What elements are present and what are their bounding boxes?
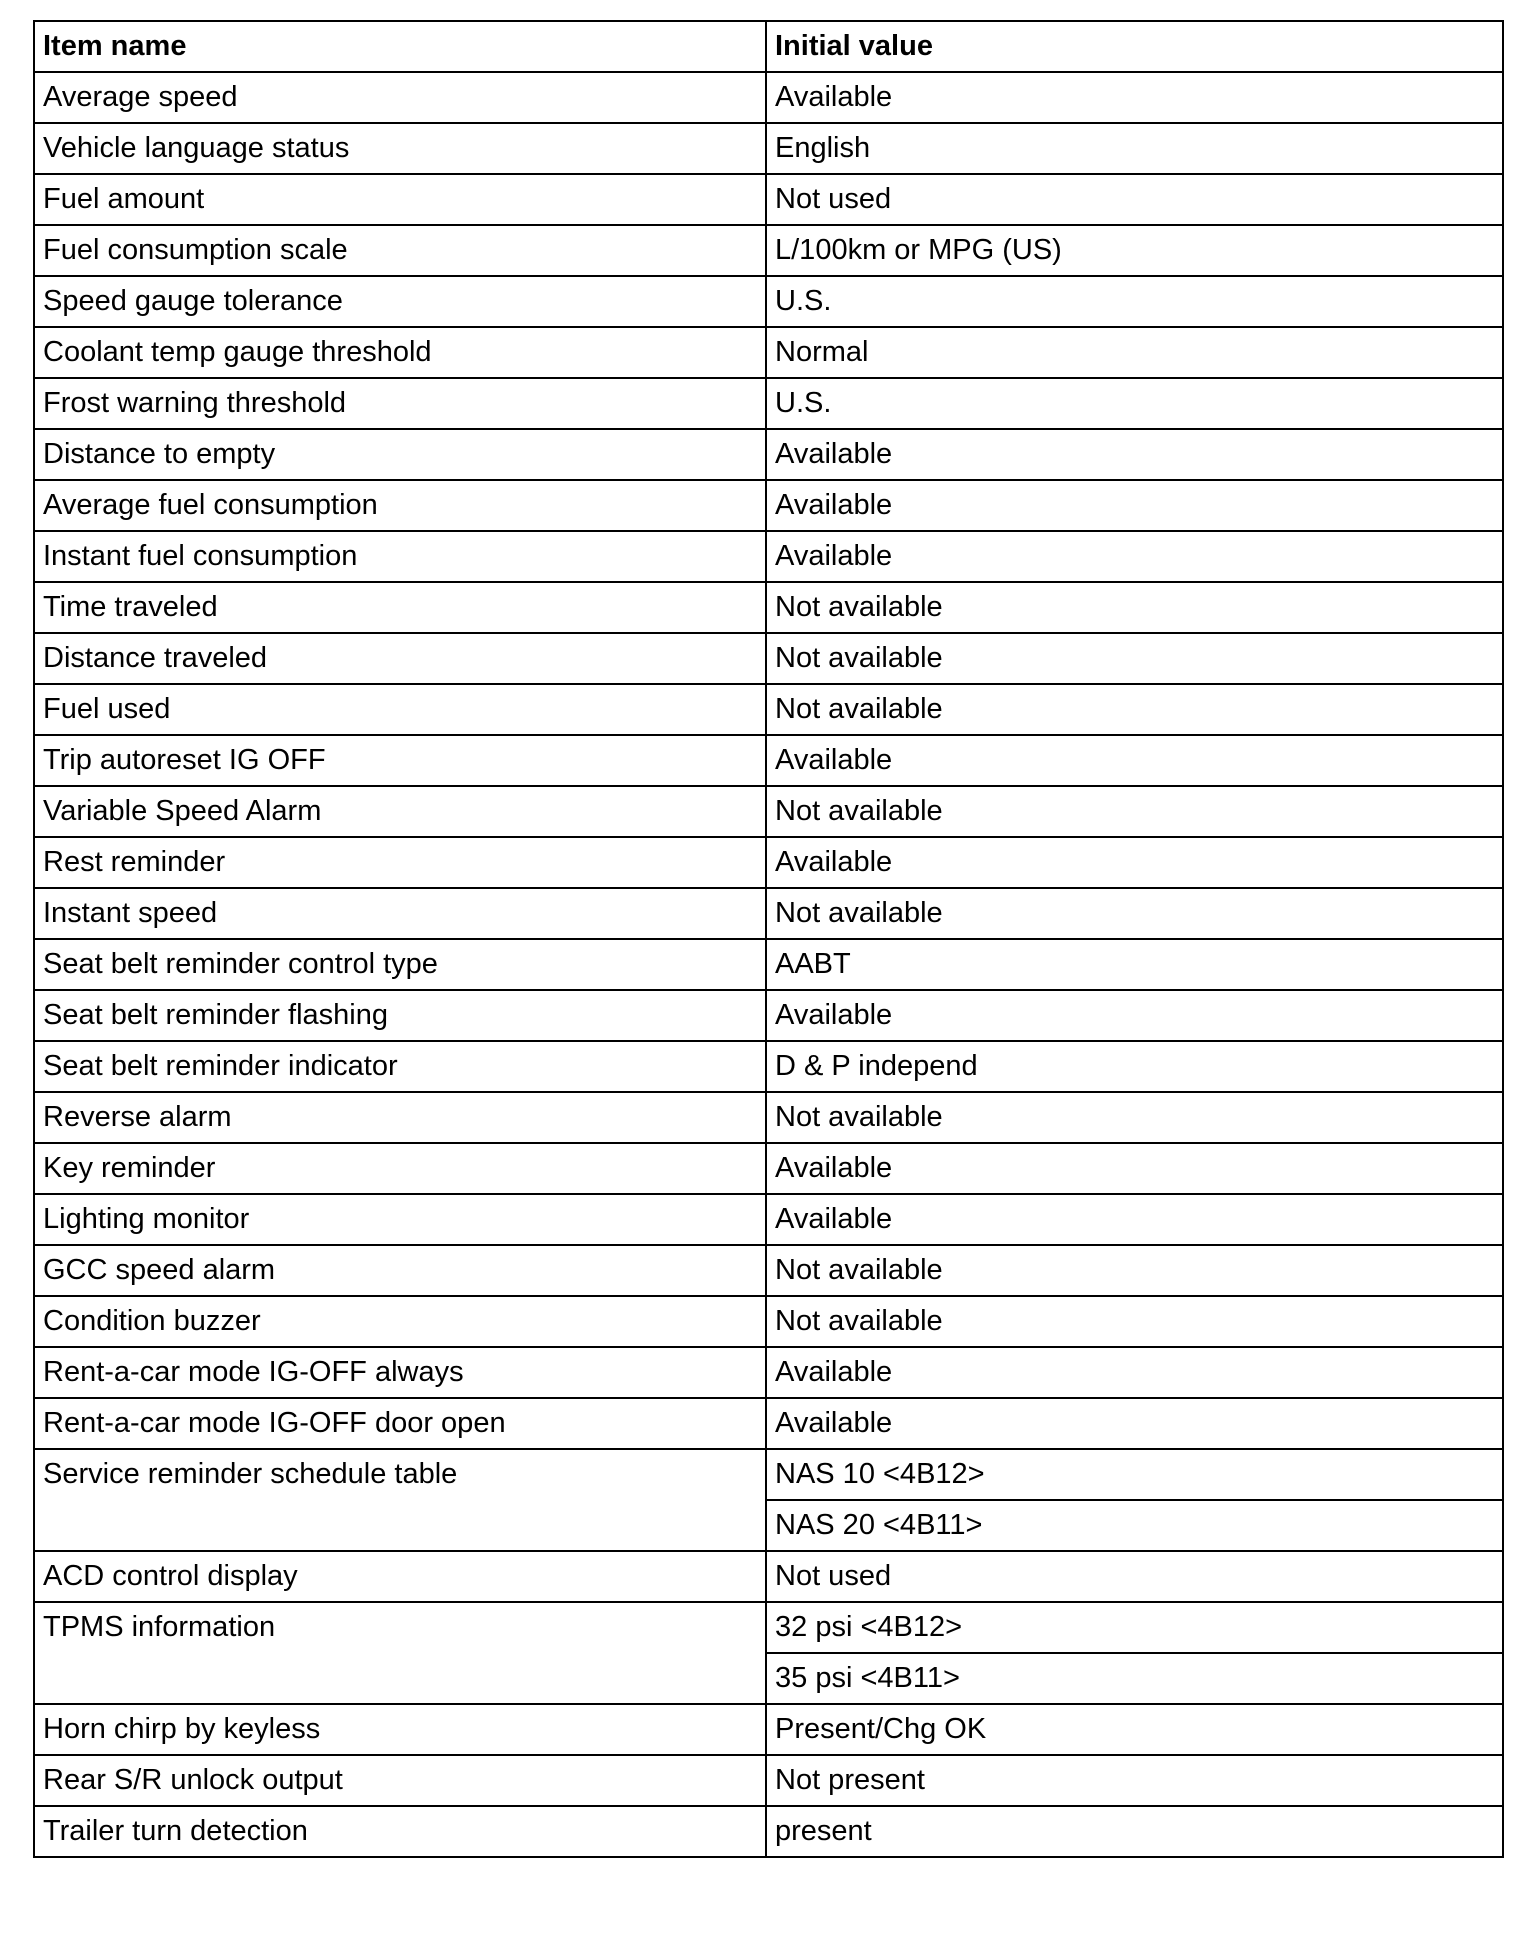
item-name-cell: Horn chirp by keyless: [34, 1704, 766, 1755]
item-name-cell: Time traveled: [34, 582, 766, 633]
header-item-name: Item name: [34, 21, 766, 72]
initial-value-cell: Not available: [766, 684, 1503, 735]
table-row: [34, 939, 1503, 990]
item-name-cell: Rest reminder: [34, 837, 766, 888]
initial-value-cell: Available: [766, 990, 1503, 1041]
table-row: [34, 1806, 1503, 1857]
item-name-cell: Trip autoreset IG OFF: [34, 735, 766, 786]
table-row: [34, 1245, 1503, 1296]
table-row: [34, 123, 1503, 174]
item-name-cell: Seat belt reminder indicator: [34, 1041, 766, 1092]
table-row: [34, 786, 1503, 837]
item-name-cell: Fuel amount: [34, 174, 766, 225]
initial-value-cell: Available: [766, 1398, 1503, 1449]
item-name-cell: Coolant temp gauge threshold: [34, 327, 766, 378]
item-name-cell: Rear S/R unlock output: [34, 1755, 766, 1806]
table-row: [34, 1296, 1503, 1347]
item-name-cell: Seat belt reminder control type: [34, 939, 766, 990]
initial-value-cell: Not available: [766, 786, 1503, 837]
table-row: [34, 582, 1503, 633]
item-name-cell: Fuel consumption scale: [34, 225, 766, 276]
item-name-cell: Average speed: [34, 72, 766, 123]
table-row: [34, 429, 1503, 480]
item-name-cell: Speed gauge tolerance: [34, 276, 766, 327]
table-row: [34, 684, 1503, 735]
initial-value-cell: Not used: [766, 174, 1503, 225]
initial-value-cell: 35 psi <4B11>: [766, 1653, 1503, 1704]
item-name-cell: Frost warning threshold: [34, 378, 766, 429]
table-body: [34, 72, 1503, 1857]
header-row: [34, 21, 1503, 72]
item-name-cell: Seat belt reminder flashing: [34, 990, 766, 1041]
item-name-cell: TPMS information: [34, 1602, 766, 1704]
table-row: [34, 1347, 1503, 1398]
table-row: [34, 378, 1503, 429]
item-name-cell: GCC speed alarm: [34, 1245, 766, 1296]
table-row: [34, 837, 1503, 888]
initial-value-cell: Available: [766, 1347, 1503, 1398]
item-name-cell: ACD control display: [34, 1551, 766, 1602]
item-name-cell: Instant speed: [34, 888, 766, 939]
initial-value-cell: Not available: [766, 1092, 1503, 1143]
item-name-cell: Trailer turn detection: [34, 1806, 766, 1857]
item-name-cell: Average fuel consumption: [34, 480, 766, 531]
initial-value-cell: Available: [766, 480, 1503, 531]
initial-value-cell: Not available: [766, 888, 1503, 939]
initial-value-cell: L/100km or MPG (US): [766, 225, 1503, 276]
table-row: [34, 72, 1503, 123]
table-row: [34, 1398, 1503, 1449]
initial-value-cell: Available: [766, 429, 1503, 480]
initial-value-cell: Available: [766, 1143, 1503, 1194]
table-row: [34, 225, 1503, 276]
initial-value-cell: NAS 20 <4B11>: [766, 1500, 1503, 1551]
item-name-cell: Lighting monitor: [34, 1194, 766, 1245]
item-name-cell: Instant fuel consumption: [34, 531, 766, 582]
table-row: [34, 1704, 1503, 1755]
item-name-cell: Fuel used: [34, 684, 766, 735]
initial-value-cell: Normal: [766, 327, 1503, 378]
table-row: [34, 633, 1503, 684]
initial-value-cell: Available: [766, 1194, 1503, 1245]
initial-value-cell: Not available: [766, 1296, 1503, 1347]
table-row: [34, 1194, 1503, 1245]
table-row: [34, 1041, 1503, 1092]
table-row: [34, 1602, 1503, 1653]
table-row: [34, 888, 1503, 939]
item-name-cell: Condition buzzer: [34, 1296, 766, 1347]
initial-value-cell: Not available: [766, 582, 1503, 633]
initial-value-cell: Available: [766, 735, 1503, 786]
initial-value-cell: Not present: [766, 1755, 1503, 1806]
initial-value-cell: 32 psi <4B12>: [766, 1602, 1503, 1653]
item-name-cell: Key reminder: [34, 1143, 766, 1194]
table-row: [34, 990, 1503, 1041]
initial-value-cell: English: [766, 123, 1503, 174]
table-row: [34, 1092, 1503, 1143]
initial-value-cell: NAS 10 <4B12>: [766, 1449, 1503, 1500]
table-row: [34, 735, 1503, 786]
header-initial-value: Initial value: [766, 21, 1503, 72]
settings-table: [33, 20, 1504, 1858]
table-row: [34, 480, 1503, 531]
item-name-cell: Rent-a-car mode IG-OFF door open: [34, 1398, 766, 1449]
initial-value-cell: Not available: [766, 1245, 1503, 1296]
item-name-cell: Rent-a-car mode IG-OFF always: [34, 1347, 766, 1398]
item-name-cell: Vehicle language status: [34, 123, 766, 174]
item-name-cell: Service reminder schedule table: [34, 1449, 766, 1551]
table-row: [34, 276, 1503, 327]
item-name-cell: Reverse alarm: [34, 1092, 766, 1143]
initial-value-cell: Available: [766, 72, 1503, 123]
initial-value-cell: Available: [766, 531, 1503, 582]
initial-value-cell: present: [766, 1806, 1503, 1857]
initial-value-cell: U.S.: [766, 276, 1503, 327]
table-row: [34, 1449, 1503, 1500]
table-row: [34, 1755, 1503, 1806]
table-row: [34, 1143, 1503, 1194]
item-name-cell: Distance traveled: [34, 633, 766, 684]
table-row: [34, 531, 1503, 582]
item-name-cell: Distance to empty: [34, 429, 766, 480]
initial-value-cell: Available: [766, 837, 1503, 888]
initial-value-cell: U.S.: [766, 378, 1503, 429]
table-row: [34, 174, 1503, 225]
initial-value-cell: Present/Chg OK: [766, 1704, 1503, 1755]
initial-value-cell: D & P independ: [766, 1041, 1503, 1092]
initial-value-cell: Not used: [766, 1551, 1503, 1602]
initial-value-cell: Not available: [766, 633, 1503, 684]
table-row: [34, 327, 1503, 378]
initial-value-cell: AABT: [766, 939, 1503, 990]
table-row: [34, 1551, 1503, 1602]
item-name-cell: Variable Speed Alarm: [34, 786, 766, 837]
